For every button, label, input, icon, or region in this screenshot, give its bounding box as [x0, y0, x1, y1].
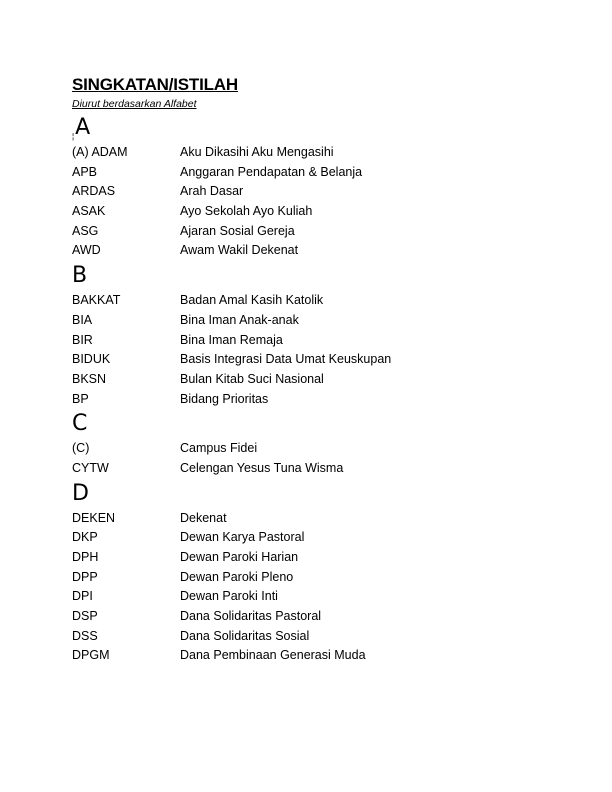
section-letter: B [72, 263, 88, 289]
entry-abbreviation: BKSN [72, 371, 107, 386]
glossary-entry [72, 627, 542, 647]
entry-meaning: Aku Dikasihi Aku Mengasihi [180, 145, 334, 159]
glossary-entry [72, 587, 542, 607]
entry-meaning: Arah Dasar [180, 184, 244, 199]
entry-meaning: Dewan Karya Pastoral [180, 530, 305, 545]
entry-meaning: Bulan Kitab Suci Nasional [180, 371, 324, 386]
entry-abbreviation: CYTW [72, 460, 109, 475]
entry-abbreviation: (A) ADAM [72, 145, 128, 159]
entry-meaning: Dekenat [180, 510, 227, 525]
glossary-entry [72, 291, 542, 311]
glossary-entry [72, 202, 542, 222]
entry-meaning: Dewan Paroki Harian [180, 550, 299, 564]
entry-abbreviation: BIR [72, 332, 93, 347]
entry-meaning: Dana Solidaritas Sosial [180, 628, 310, 643]
entry-abbreviation: DPP [72, 569, 98, 584]
section-letter: A [75, 115, 91, 140]
entry-abbreviation: ASG [72, 223, 99, 238]
glossary-entry [72, 241, 542, 261]
entry-meaning: Dana Pembinaan Generasi Muda [180, 648, 366, 663]
entry-meaning: Bina Iman Remaja [180, 332, 283, 347]
section-header [72, 261, 542, 291]
entry-abbreviation: AWD [72, 243, 101, 258]
glossary-entry [72, 646, 542, 666]
entry-abbreviation: DKP [72, 530, 98, 545]
glossary-entry [72, 390, 542, 410]
glossary-entry [72, 350, 542, 370]
glossary-entry [72, 331, 542, 351]
entry-meaning: Ayo Sekolah Ayo Kuliah [180, 204, 313, 219]
glossary-entry [72, 370, 542, 390]
glossary-entry [72, 439, 542, 459]
entry-meaning: Celengan Yesus Tuna Wisma [180, 460, 344, 475]
glossary-entry [72, 509, 542, 529]
glossary-entry [72, 143, 542, 163]
entry-abbreviation: ARDAS [72, 184, 116, 199]
entry-meaning: Basis Integrasi Data Umat Keuskupan [180, 352, 392, 367]
glossary-entry [72, 568, 542, 588]
glossary-sections [72, 113, 542, 666]
entry-abbreviation: BP [72, 391, 89, 406]
glossary-entry [72, 311, 542, 331]
entry-abbreviation: DPI [72, 589, 93, 604]
entry-meaning: Anggaran Pendapatan & Belanja [180, 164, 363, 179]
entry-meaning: Badan Amal Kasih Katolik [180, 293, 324, 308]
entry-abbreviation: BAKKAT [72, 293, 121, 308]
section-header [72, 479, 542, 509]
glossary-entry [72, 607, 542, 627]
entry-meaning: Dana Solidaritas Pastoral [180, 609, 322, 624]
entry-abbreviation: BIDUK [72, 352, 111, 367]
glossary-entry [72, 222, 542, 242]
entry-abbreviation: DEKEN [72, 510, 116, 525]
entry-abbreviation: (C) [72, 441, 90, 456]
entry-abbreviation: DSP [72, 609, 98, 624]
section-letter: D [72, 480, 89, 506]
page-title: SINGKATAN/ISTILAH [72, 75, 238, 94]
entry-meaning: Dewan Paroki Pleno [180, 569, 294, 584]
entry-meaning: Ajaran Sosial Gereja [180, 223, 295, 238]
entry-abbreviation: DPGM [72, 648, 110, 663]
glossary-entry [72, 182, 542, 202]
entry-abbreviation: APB [72, 164, 98, 179]
glossary-entry [72, 163, 542, 183]
entry-meaning: Bidang Prioritas [180, 391, 269, 406]
glossary-entry [72, 459, 542, 479]
entry-meaning: Awam Wakil Dekenat [180, 243, 299, 258]
entry-meaning: Campus Fidei [180, 441, 258, 456]
entry-abbreviation: DSS [72, 628, 98, 643]
entry-abbreviation: ASAK [72, 204, 106, 219]
entry-abbreviation: BIA [72, 312, 93, 327]
section-header [72, 409, 542, 439]
cursor-mark-icon: ¦ [72, 132, 75, 141]
glossary-entry [72, 548, 542, 568]
section-letter: C [72, 411, 88, 437]
entry-abbreviation: DPH [72, 550, 99, 564]
glossary-entry [72, 528, 542, 548]
entry-meaning: Dewan Paroki Inti [180, 589, 278, 604]
section-header [72, 113, 542, 143]
document-page [72, 74, 542, 666]
entry-meaning: Bina Iman Anak-anak [180, 312, 299, 327]
page-subtitle: Diurut berdasarkan Alfabet [72, 98, 197, 110]
